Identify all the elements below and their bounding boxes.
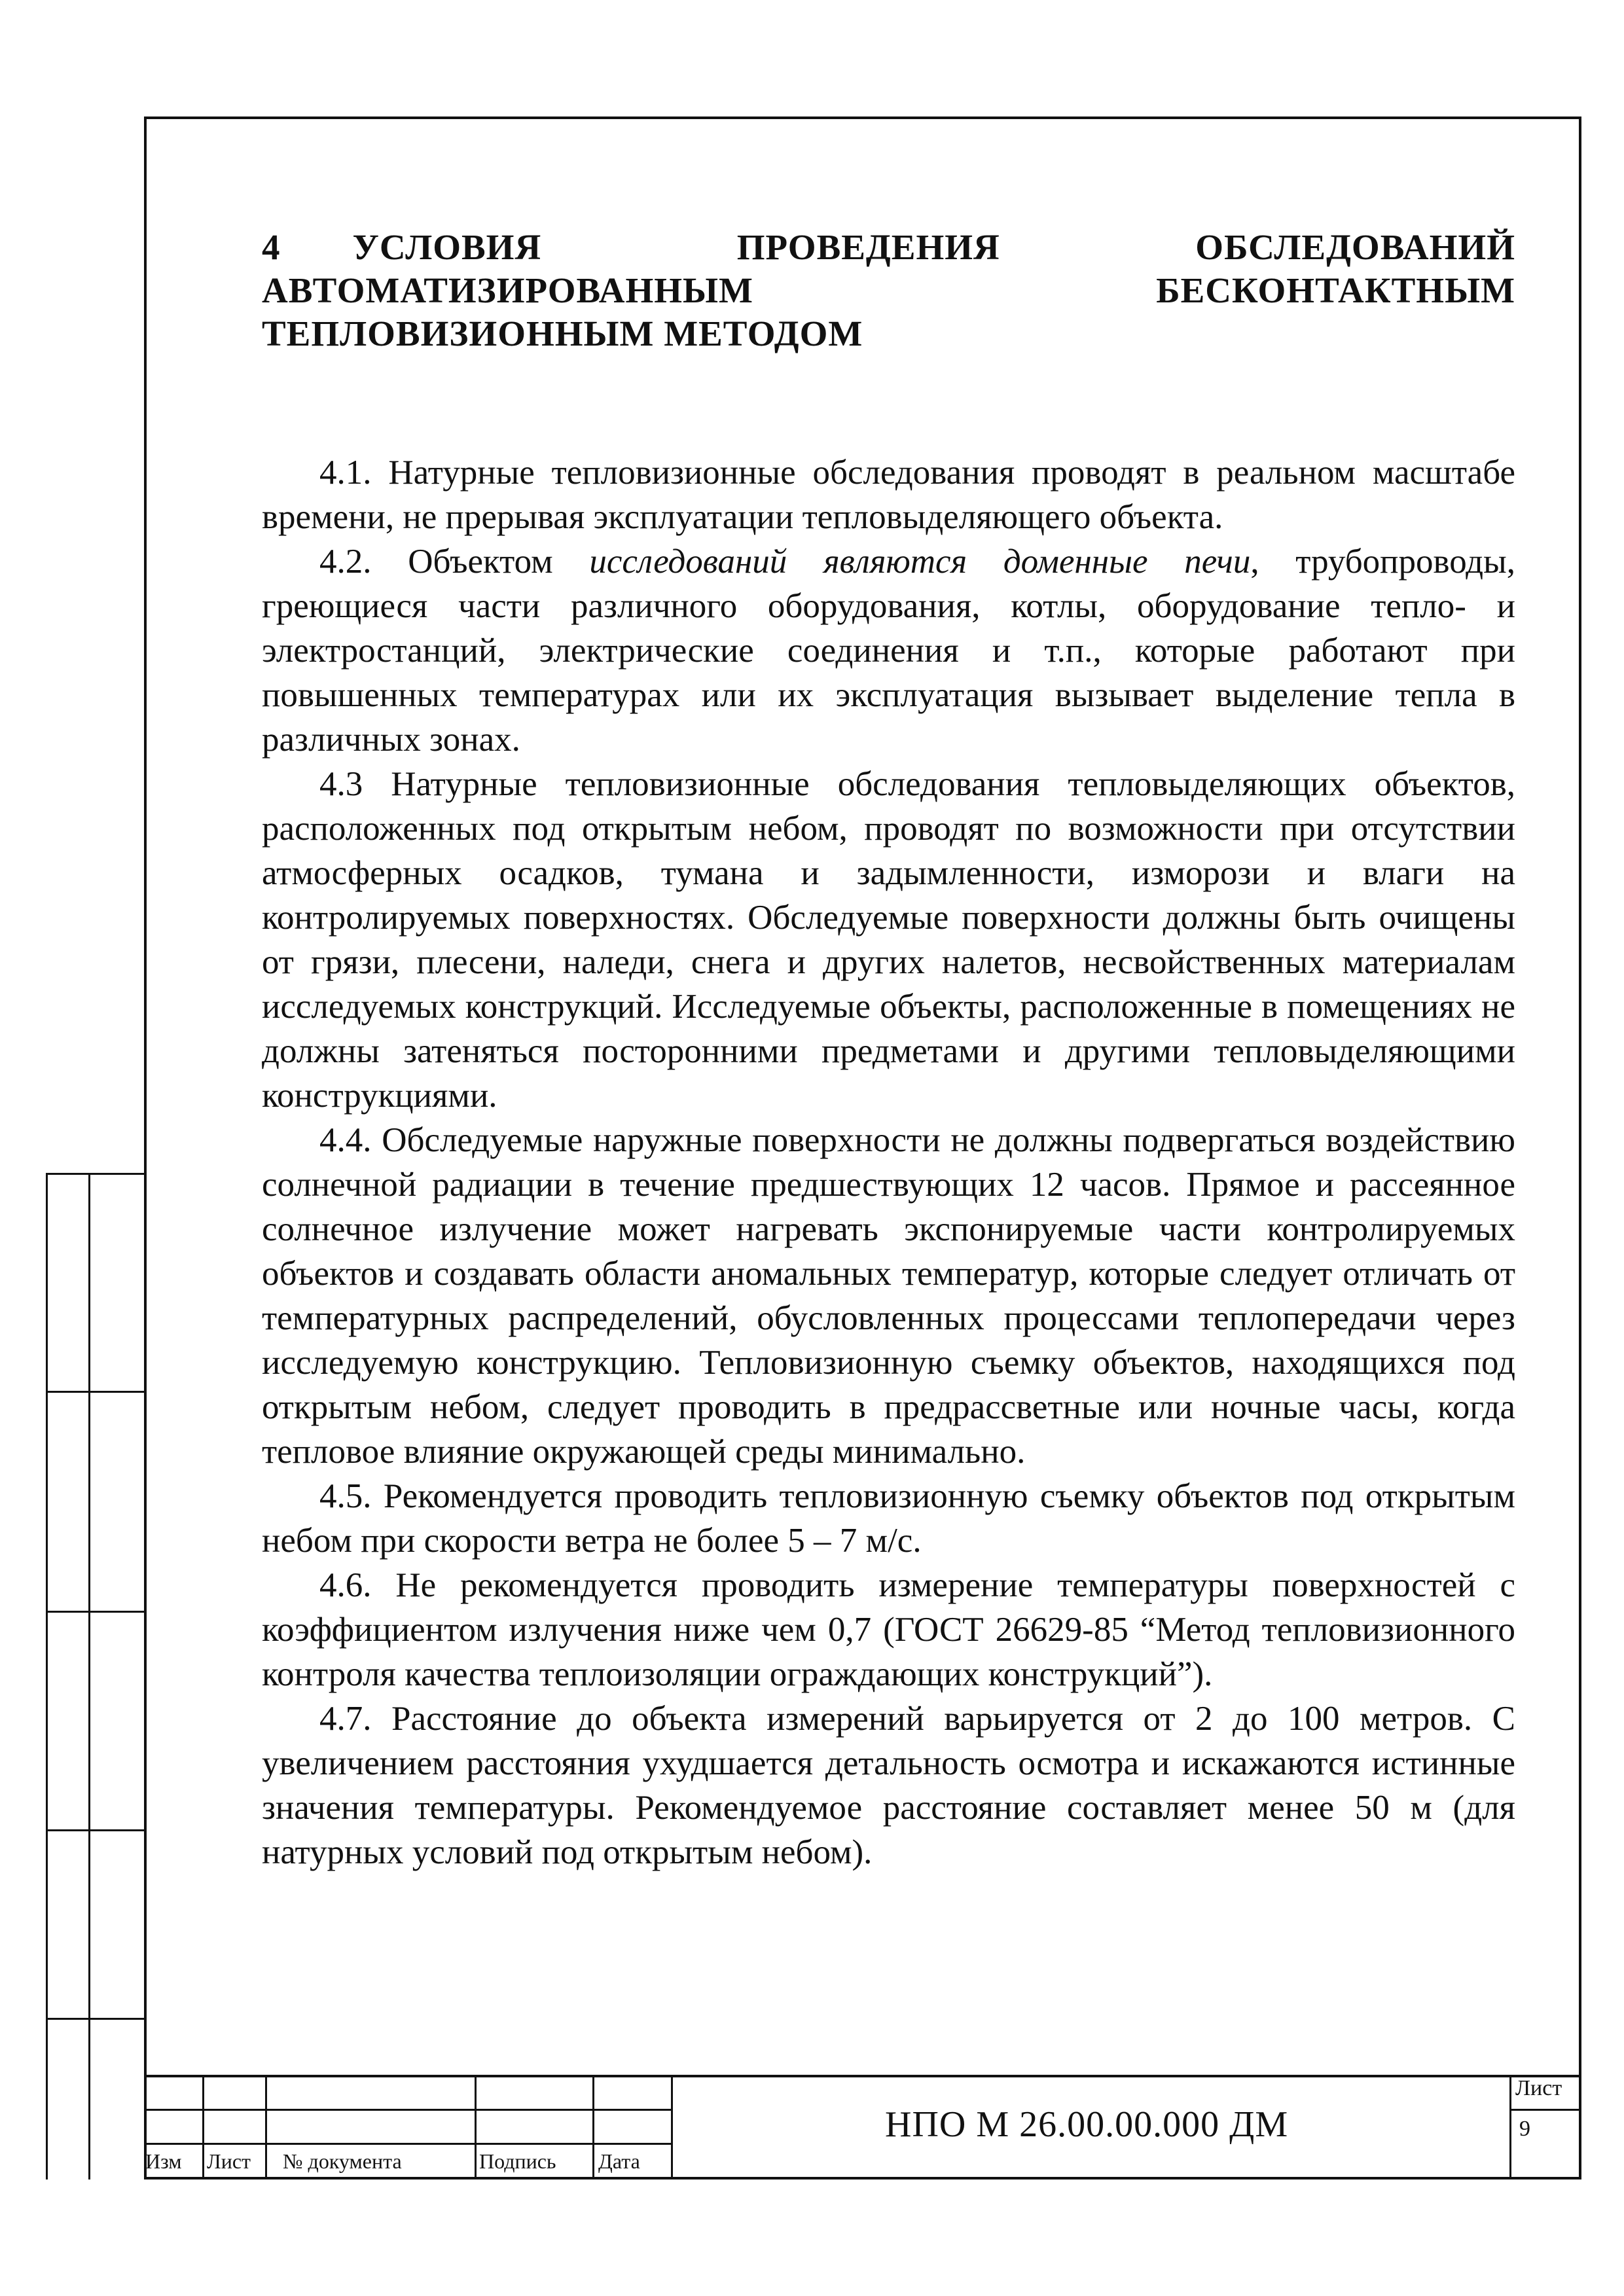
title-block	[144, 2075, 1581, 2177]
document-code: НПО М 26.00.00.000 ДМ	[885, 2104, 1289, 2145]
left-strip-row-line	[48, 1829, 147, 1831]
paragraph-4-1: 4.1. Натурные тепловизионные обследования проводят в реальном масштабе времени, не прерывая эксплуатации тепловыделяющего объекта.	[262, 454, 1515, 536]
section-heading	[262, 226, 1515, 355]
label-izm: Изм	[145, 2149, 182, 2173]
paragraph-4-6: 4.6. Не рекомендуется проводить измерение температуры поверхностей с коэффициентом излучения ниже чем 0,7 (ГОСТ 26629-85 “Метод тепловизионного контроля качества теплоизоляции ограждающих конструкций”).	[262, 1566, 1515, 1693]
paragraph-4-3: 4.3 Натурные тепловизионные обследования тепловыделяющих объектов, расположенных под открытым небом, проводят по возможности при отсутствии атмосферных осадков, тумана и задымленности, изморози и влаги на контролируемых поверхностях. Обследуемые поверхности должны быть очищены от грязи, плесени, наледи, снега и других налетов, несвойственных материалам исследуемых конструкций. Исследуемые объекты, расположенные в помещениях не должны затеняться посторонними предметами и другими тепловыделяющими конструкциями.	[262, 765, 1515, 1115]
paragraph-4-4: 4.4. Обследуемые наружные поверхности не должны подвергаться воздействию солнечной радиации в течение предшествующих 12 часов. Прямое и рассеянное солнечное излучение может нагревать экспонируемые части контролируемых объектов и создавать области аномальных температур, которые следует отличать от температурных распределений, обусловленных процессами теплопередачи через исследуемую конструкцию. Тепловизионную съемку объектов, находящихся под открытым небом, следует проводить в предрассветные или ночные часы, когда тепловое влияние окружающей среды минимально.	[262, 1121, 1515, 1471]
sheet-box-divider	[1511, 2109, 1581, 2111]
label-doc-number: № документа	[283, 2149, 402, 2173]
section-title: УСЛОВИЯ ПРОВЕДЕНИЯ ОБСЛЕДОВАНИЙ АВТОМАТИЗИРОВАННЫМ БЕСКОНТАКТНЫМ ТЕПЛОВИЗИОННЫМ МЕТОДОМ	[262, 227, 1515, 353]
left-strip-row-line	[48, 1611, 147, 1613]
frame-bottom-line	[144, 2177, 1581, 2179]
document-body	[262, 226, 1515, 1874]
left-strip-row-line	[48, 1391, 147, 1393]
section-number: 4	[262, 227, 281, 267]
sheet-box	[1509, 2075, 1581, 2177]
paragraph-4-2-suffix: , трубопроводы, греющиеся части различного оборудования, котлы, оборудование тепло- и электростанций, электрические соединения и т.п., которые работают при повышенных температурах или их эксплуатация вызывает выделение тепла в различных зонах.	[262, 543, 1515, 759]
sheet-number: 9	[1519, 2117, 1530, 2141]
left-strip-divider	[88, 1175, 90, 2179]
left-margin-strip	[46, 1173, 147, 2179]
paragraph-4-2	[262, 539, 1515, 762]
paragraph-4-2-prefix: 4.2. Объектом	[319, 543, 590, 581]
label-list: Лист	[207, 2149, 251, 2173]
paragraph-4-5: 4.5. Рекомендуется проводить тепловизионную съемку объектов под открытым небом при скорости ветра не более 5 – 7 м/с.	[262, 1477, 1515, 1560]
label-date: Дата	[598, 2149, 640, 2173]
label-signature: Подпись	[479, 2149, 556, 2173]
sheet-label: Лист	[1515, 2076, 1562, 2100]
left-strip-row-line	[48, 2018, 147, 2020]
paragraph-4-2-italic: исследований являются доменные печи	[589, 543, 1251, 581]
paragraph-4-7: 4.7. Расстояние до объекта измерений варьируется от 2 до 100 метров. С увеличением расстояния ухудшается детальность осмотра и искажаются истинные значения температуры. Рекомендуемое расстояние составляет менее 50 м (для натурных условий под открытым небом).	[262, 1700, 1515, 1871]
